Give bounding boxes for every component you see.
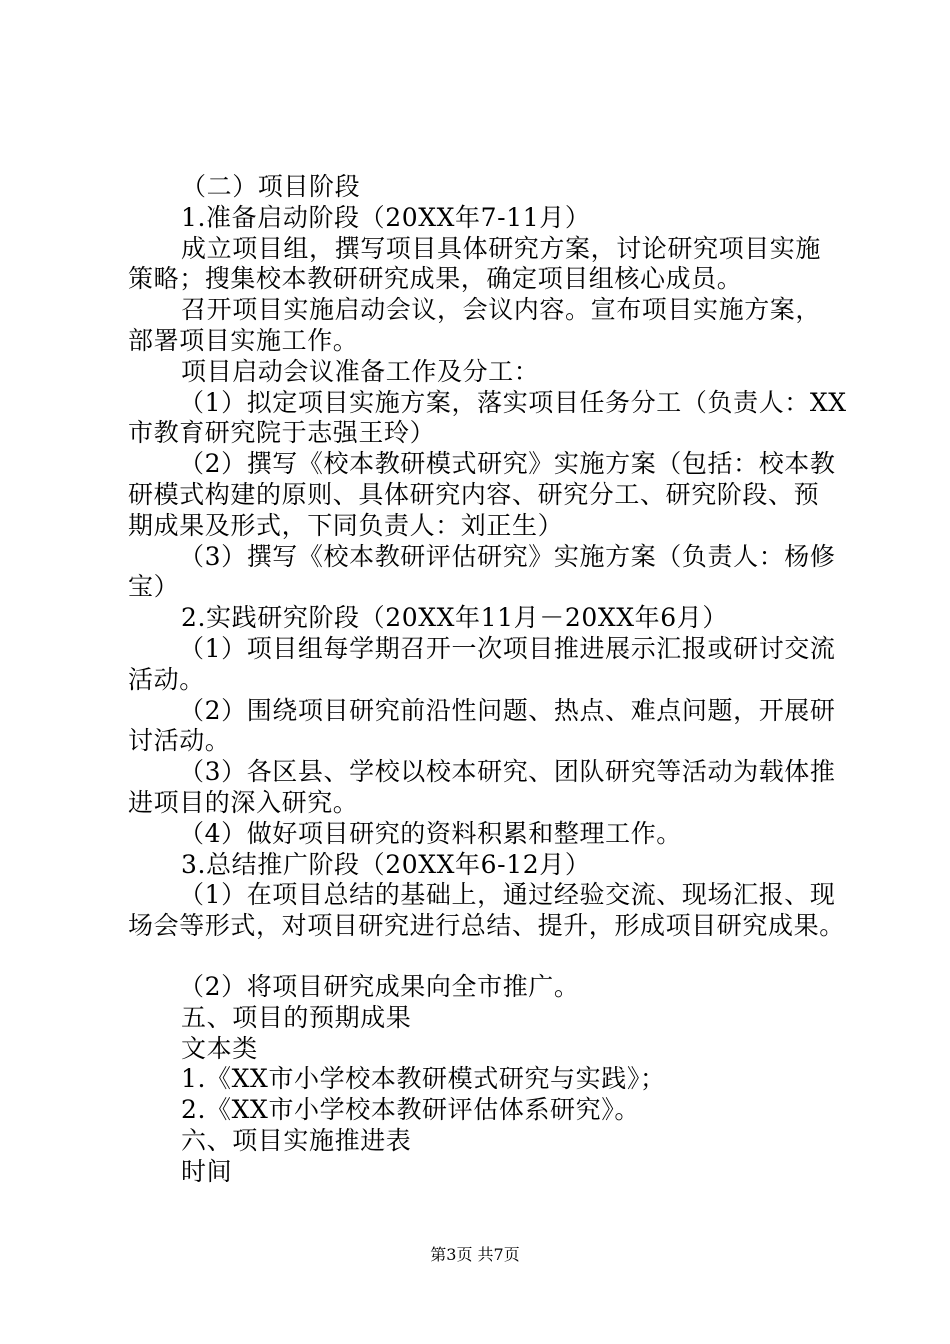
- list-item: （4）做好项目研究的资料积累和整理工作。: [179, 818, 682, 848]
- list-item-continuation: 讨活动。: [128, 726, 231, 756]
- list-item: （2）围绕项目研究前沿性问题、热点、难点问题，开展研: [179, 695, 836, 725]
- paragraph-line: 部署项目实施工作。: [128, 325, 359, 355]
- paragraph-line: 项目启动会议准备工作及分工：: [181, 356, 540, 386]
- list-item-continuation: 研模式构建的原则、具体研究内容、研究分工、研究阶段、预: [128, 479, 820, 509]
- section-heading-project-stages: （二）项目阶段: [181, 172, 361, 201]
- list-item: 2.《XX市小学校本教研评估体系研究》。: [181, 1095, 640, 1125]
- stage-3-heading: 3.总结推广阶段（20XX年6-12月）: [181, 849, 591, 879]
- blank-line: [128, 942, 834, 972]
- paragraph-line: 召开项目实施启动会议，会议内容。宣布项目实施方案，: [181, 295, 822, 325]
- list-item: （3）各区县、学校以校本研究、团队研究等活动为载体推: [179, 757, 836, 787]
- stage-1-heading: 1.准备启动阶段（20XX年7-11月）: [181, 202, 591, 232]
- list-item: （1）项目组每学期召开一次项目推进展示汇报或研讨交流: [179, 633, 836, 663]
- paragraph-line: 策略；搜集校本教研研究成果，确定项目组核心成员。: [128, 264, 743, 294]
- stage-2-heading: 2.实践研究阶段（20XX年11月－20XX年6月）: [181, 603, 728, 633]
- paragraph-line: 文本类: [181, 1033, 258, 1063]
- document-body: [128, 172, 847, 1188]
- list-item: （1）拟定项目实施方案，落实项目任务分工（负责人：XX: [179, 387, 847, 417]
- section-heading-expected-results: 五、项目的预期成果: [181, 1002, 412, 1032]
- section-heading-schedule: 六、项目实施推进表: [181, 1125, 412, 1155]
- list-item-continuation: 市教育研究院于志强王玲）: [128, 418, 436, 448]
- list-item-continuation: 期成果及形式，下同负责人：刘正生）: [128, 510, 564, 540]
- list-item-continuation: 宝）: [128, 572, 180, 602]
- page-number-footer: 第3页 共7页: [430, 1245, 520, 1264]
- list-item: （2）将项目研究成果向全市推广。: [179, 971, 580, 1001]
- list-item-continuation: 进项目的深入研究。: [128, 787, 359, 817]
- list-item-continuation: 活动。: [128, 664, 205, 694]
- list-item-continuation: 场会等形式，对项目研究进行总结、提升，形成项目研究成果。: [128, 911, 845, 941]
- paragraph-line: 时间: [181, 1156, 233, 1186]
- list-item: （3）撰写《校本教研评估研究》实施方案（负责人：杨修: [179, 541, 836, 571]
- list-item: （2）撰写《校本教研模式研究》实施方案（包括：校本教: [179, 449, 836, 479]
- paragraph-line: 成立项目组，撰写项目具体研究方案，讨论研究项目实施: [181, 233, 822, 263]
- list-item: 1.《XX市小学校本教研模式研究与实践》；: [181, 1064, 666, 1094]
- list-item: （1）在项目总结的基础上，通过经验交流、现场汇报、现: [179, 880, 836, 910]
